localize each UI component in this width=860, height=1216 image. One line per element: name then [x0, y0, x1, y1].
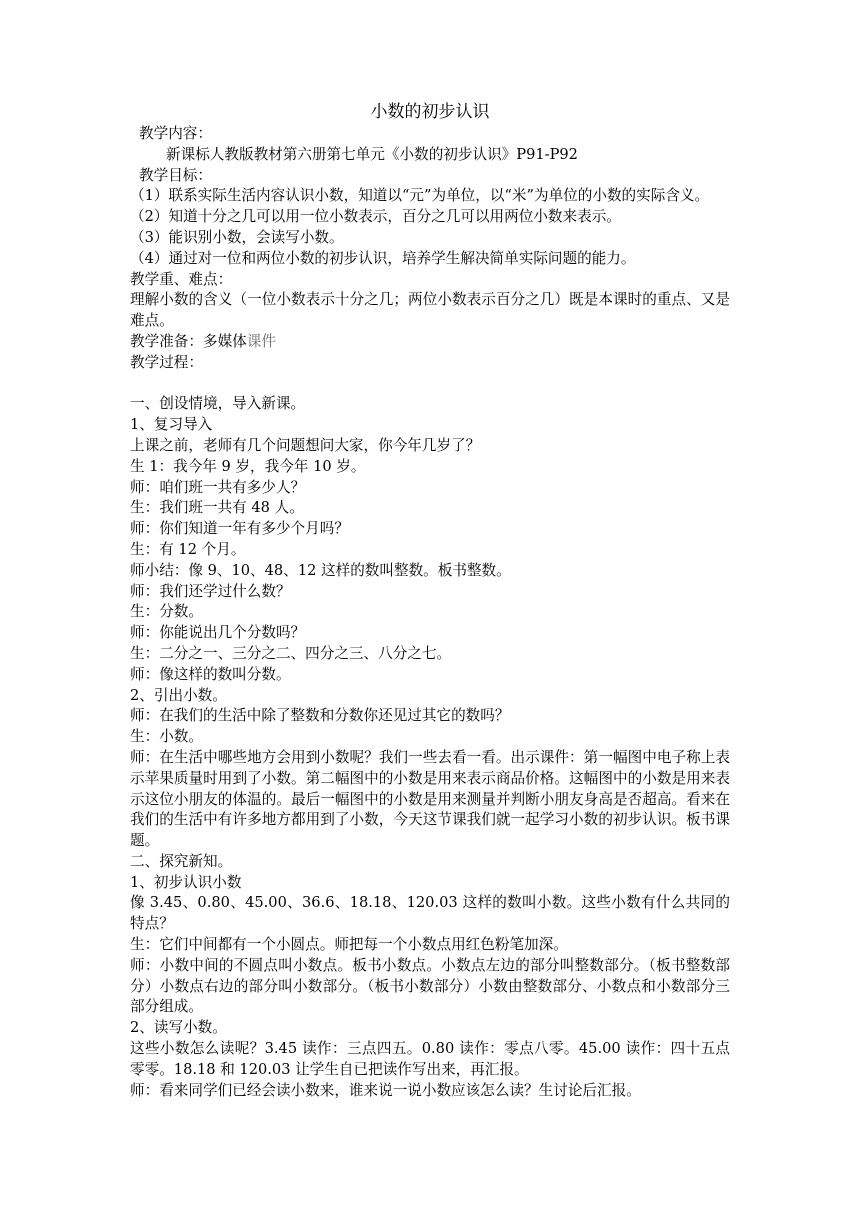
process-line: 上课之前，老师有几个问题想问大家，你今年几岁了？ — [130, 436, 481, 454]
process-line: 师：你能说出几个分数吗？ — [130, 624, 306, 642]
process-line: 师小结：像 9、10、48、12 这样的数叫整数。板书整数。 — [130, 561, 511, 579]
process-line: 师：你们知道一年有多少个月吗？ — [130, 520, 349, 538]
process-line: 生：我们班一共有 48 人。 — [130, 499, 304, 517]
process-line: 生：有 12 个月。 — [130, 540, 246, 558]
subsection-heading: 2、读写小数。 — [130, 1019, 227, 1037]
content-label: 教学内容： — [139, 125, 212, 142]
subsection-heading: 2、引出小数。 — [130, 686, 227, 704]
process-paragraph: 师：小数中间的不圆点叫小数点。板书小数点。小数点左边的部分叫整数部分。（板书整数部分）小数点右边的部分叫小数部分。（板书小数部分）小数由整数部分、小数点和小数部分三部分组成。 — [130, 956, 730, 1016]
content-text: 新课标人教版教材第六册第七单元《小数的初步认识》P91-P92 — [166, 145, 578, 163]
goals-list — [130, 186, 730, 269]
process-line: 师：像这样的数叫分数。 — [130, 665, 291, 683]
prep-label: 教学准备：多媒体 — [130, 332, 247, 350]
prep-line — [130, 332, 730, 353]
section-heading: 一、创设情境，导入新课。 — [130, 395, 306, 413]
goal-item: （2）知道十分之几可以用一位小数表示，百分之几可以用两位小数来表示。 — [130, 208, 621, 226]
document-title: 小数的初步认识 — [370, 102, 490, 122]
process-paragraph: 师：在生活中哪些地方会用到小数呢？我们一些去看一看。出示课件：第一幅图中电子称上表示苹果质量时用到了小数。第二幅图中的小数是用来表示商品价格。这幅图中的小数是用来表示这位小朋友的体温的。最后一幅图中的小数是用来测量并判断小朋友身高是否超高。看来在我们的生活中有许多地方都用到了小数，今天这节课我们就一起学习小数的初步认识。板书课题。 — [130, 748, 730, 850]
process-line: 生：小数。 — [130, 728, 203, 746]
goal-item: （4）通过对一位和两位小数的初步认识，培养学生解决简单实际问题的能力。 — [130, 249, 636, 267]
goals-label: 教学目标： — [139, 166, 212, 184]
process-line: 师：我们还学过什么数？ — [130, 582, 291, 600]
keypoints-label: 教学重、难点： — [130, 270, 233, 288]
document-body — [130, 124, 730, 1101]
process-line: 师：在我们的生活中除了整数和分数你还见过其它的数吗？ — [130, 707, 510, 725]
process-paragraph: 像 3.45、0.80、45.00、36.6、18.18、120.03 这样的数叫小数。这些小数有什么共同的特点？ — [130, 894, 730, 933]
subsection-heading: 1、初步认识小数 — [130, 873, 242, 891]
process-section — [130, 394, 730, 1101]
goal-item: （1）联系实际生活内容认识小数，知道以“元”为单位，以“米”为单位的小数的实际含义。 — [130, 187, 710, 205]
subsection-heading: 1、复习导入 — [130, 416, 213, 434]
process-line: 师：看来同学们已经会读小数来，谁来说一说小数应该怎么读？生讨论后汇报。 — [130, 1081, 641, 1099]
process-line: 生：分数。 — [130, 603, 203, 621]
blank-line — [130, 374, 730, 395]
goal-item: （3）能识别小数，会读写小数。 — [130, 228, 344, 246]
process-line: 生：二分之一、三分之二、四分之三、八分之七。 — [130, 644, 452, 662]
section-heading: 二、探究新知。 — [130, 852, 233, 870]
process-line: 生 1：我今年 9 岁，我今年 10 岁。 — [130, 457, 366, 475]
process-line: 生：它们中间都有一个小圆点。师把每一个小数点用红色粉笔加深。 — [130, 936, 568, 954]
process-line: 师：咱们班一共有多少人？ — [130, 478, 306, 496]
process-paragraph: 这些小数怎么读呢？3.45 读作：三点四五。0.80 读作：零点八零。45.00 读作：四十五点零零。18.18 和 120.03 让学生自已把读作写出来，再汇报。 — [130, 1040, 730, 1078]
courseware-link[interactable]: 课件 — [246, 332, 276, 350]
keypoints-text: 理解小数的含义（一位小数表示十分之几；两位小数表示百分之几）既是本课时的重点、又是难点。 — [130, 291, 730, 330]
process-label: 教学过程： — [130, 353, 203, 371]
